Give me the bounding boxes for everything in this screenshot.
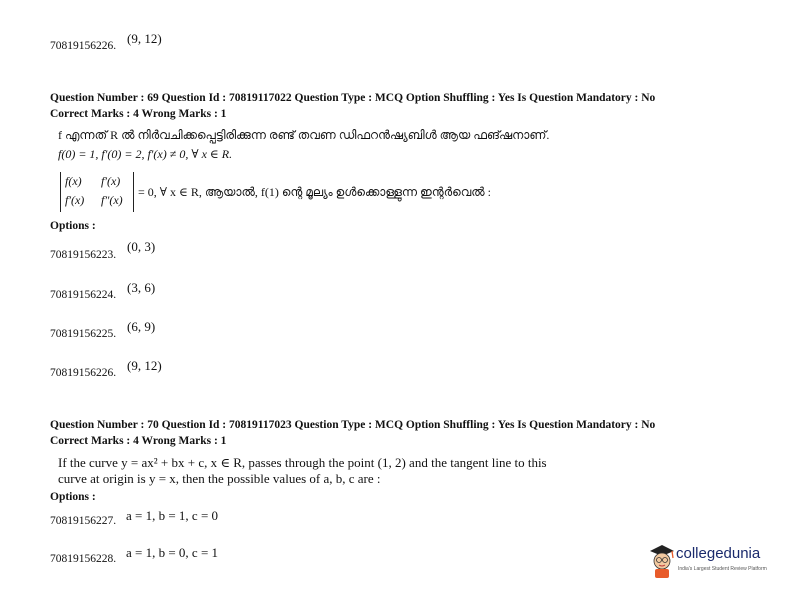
option-id: 70819156223. <box>50 249 117 261</box>
q70-line2: curve at origin is y = x, then the possible values of a, b, c are : <box>58 471 381 486</box>
option-id: 70819156227. <box>50 515 117 527</box>
option-value: a = 1, b = 0, c = 1 <box>126 545 219 560</box>
option-value: (9, 12) <box>127 31 162 46</box>
det-b: f′(x) <box>101 174 121 188</box>
q69-header: Question Number : 69 Question Id : 70819117022 Question Type : MCQ Option Shuffling : Yes Is Question Mandatory : No <box>50 92 656 104</box>
options-label: Options : <box>50 220 96 232</box>
option-id: 70819156226. <box>50 40 117 52</box>
option-id: 70819156224. <box>50 289 117 301</box>
mascot-icon <box>648 543 676 579</box>
q69-line1: f എന്നത് R ൽ നിർവചിക്കപ്പെട്ടിരിക്കുന്ന രണ്ട് തവണ ഡിഫറൻഷ്യബിൾ ആയ ഫങ്ഷനാണ്. <box>58 128 550 142</box>
option-value: (6, 9) <box>127 319 156 334</box>
option-value: a = 1, b = 1, c = 0 <box>126 508 219 523</box>
logo-tagline: India's Largest Student Review Platform <box>678 566 767 572</box>
option-value: (0, 3) <box>127 239 156 254</box>
options-label: Options : <box>50 491 96 503</box>
det-d: f″(x) <box>101 193 123 207</box>
option-id: 70819156228. <box>50 553 117 565</box>
det-a: f(x) <box>65 174 82 188</box>
option-id: 70819156226. <box>50 367 117 379</box>
q70-marks: Correct Marks : 4 Wrong Marks : 1 <box>50 435 227 447</box>
q70-line1: If the curve y = ax² + bx + c, x ∈ R, passes through the point (1, 2) and the tangent line to this <box>58 455 547 470</box>
option-value: (3, 6) <box>127 280 156 295</box>
option-value: (9, 12) <box>127 358 162 373</box>
q69-marks: Correct Marks : 4 Wrong Marks : 1 <box>50 108 227 120</box>
determinant <box>60 172 134 212</box>
q70-header: Question Number : 70 Question Id : 70819117023 Question Type : MCQ Option Shuffling : Yes Is Question Mandatory : No <box>50 419 656 431</box>
logo-name: collegedunia <box>676 545 761 562</box>
det-c: f′(x) <box>65 193 85 207</box>
option-id: 70819156225. <box>50 328 117 340</box>
q69-det-tail: = 0, ∀ x ∈ R, ആയാൽ, f(1) ന്റെ മൂല്യം ഉൾക്കൊള്ളുന്ന ഇന്റർവെൽ : <box>138 185 491 199</box>
q69-line2: f(0) = 1, f′(0) = 2, f′(x) ≠ 0, ∀ x ∈ R. <box>58 147 233 161</box>
collegedunia-logo <box>648 543 778 583</box>
